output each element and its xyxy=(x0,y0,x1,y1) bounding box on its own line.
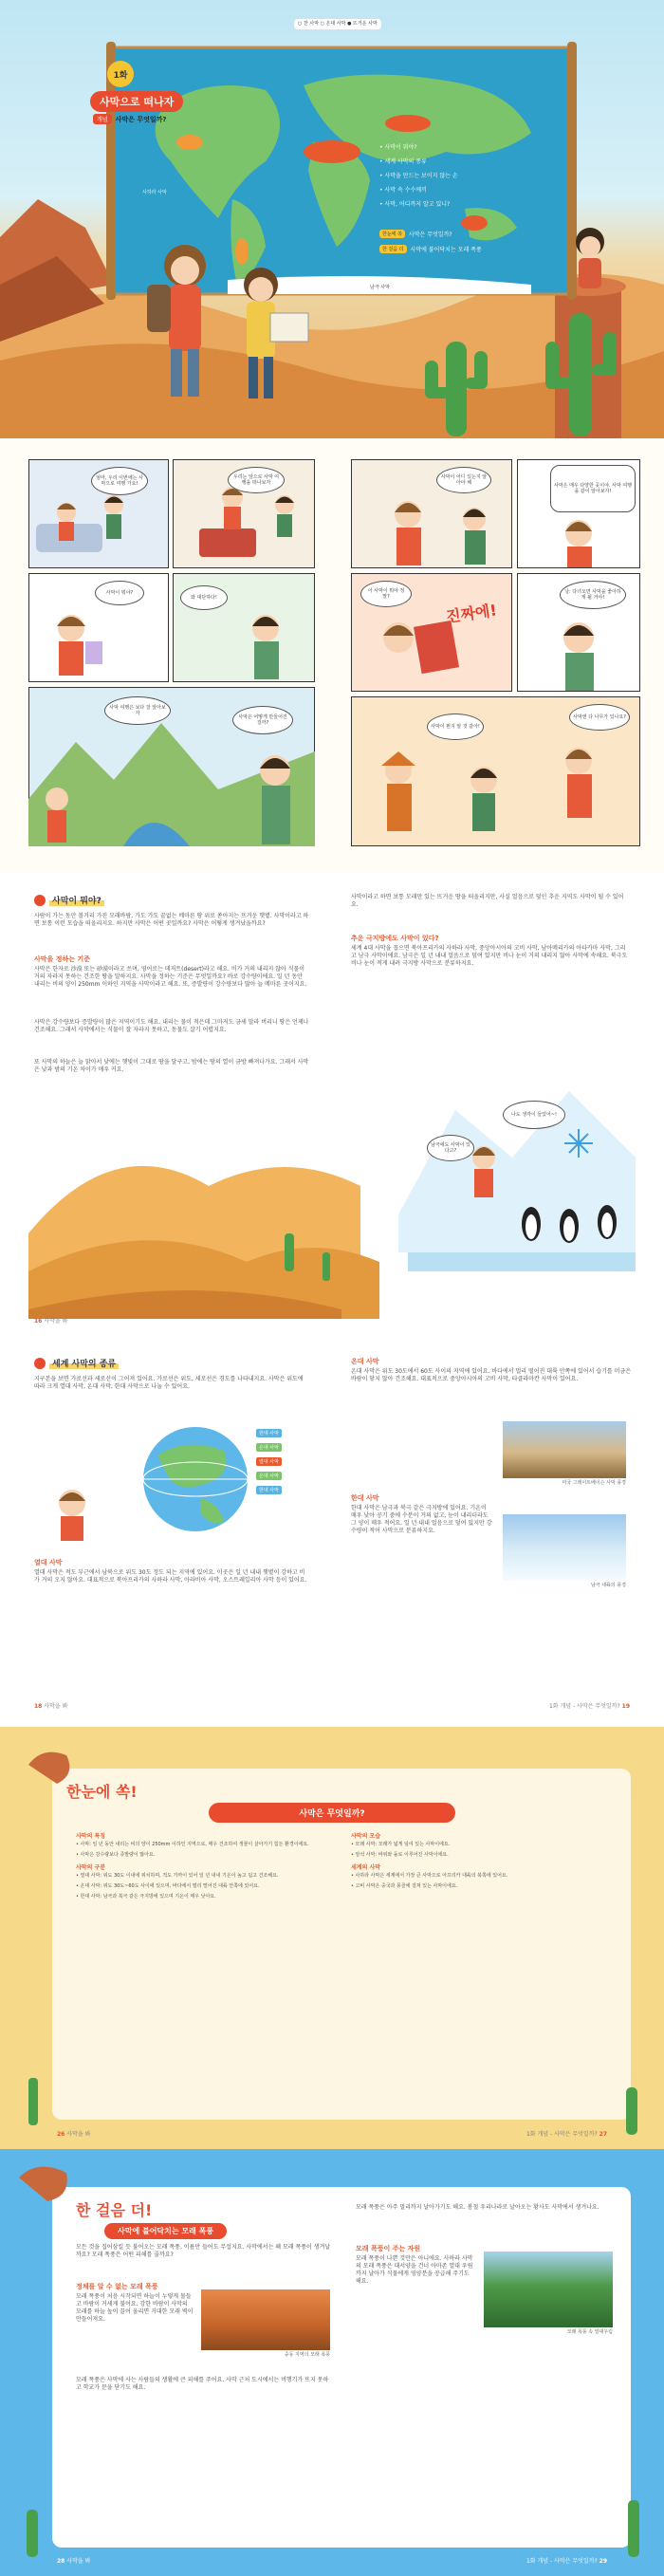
paragraph: 열대 사막은 적도 부근에서 남북으로 위도 30도 정도 되는 지역에 있어요. 이곳은 일 년 내내 햇볕이 강하고 비가 거의 오지 않아요. 대표적으로 북아프리카의 사하라 사막, 아라비아 사막, 오스트레일리아 사막 등이 있어요. xyxy=(34,1569,307,1584)
summary-text: • 온대 사막: 위도 30도~60도 사이에 있으며, 바다에서 멀리 떨어진 대륙 안쪽에 있어요. xyxy=(76,1883,260,1889)
section-dot-icon xyxy=(34,1358,46,1369)
summary-heading: 세계의 사막 xyxy=(351,1864,381,1871)
speech-bubble: 사막이 뭐야? xyxy=(95,581,144,605)
page-number xyxy=(34,1316,67,1325)
speech-bubble: 와 대단하다! xyxy=(180,585,228,610)
speech-bubble: 사막은 어떻게 만들어진 걸까? xyxy=(232,706,293,734)
page-number-value: 27 xyxy=(599,2131,607,2138)
photo-sandstorm xyxy=(201,2289,330,2350)
tag-summary-text: 사막은 무엇일까? xyxy=(408,232,452,238)
summary-column-left xyxy=(76,1831,327,1904)
contents-item: • 사막을 만드는 보이지 않는 손 xyxy=(379,173,458,179)
tag-summary-label: 한눈에 쏙 xyxy=(379,230,405,238)
page-number-value: 28 xyxy=(57,2558,65,2565)
subsection-title: 한대 사막 xyxy=(351,1494,379,1502)
chapter-opener-illustration xyxy=(0,0,664,438)
spread-summary xyxy=(0,1727,664,2149)
subsection-title: 추운 극지방에도 사막이 있다? xyxy=(351,935,439,942)
speech-bubble: 사막이 뭔지 알 것 같아! xyxy=(427,713,484,740)
cactus-icon xyxy=(28,2078,38,2125)
page-number xyxy=(57,2129,90,2138)
page-label: 1화 개념 - 사막은 무엇일까? xyxy=(548,1703,620,1710)
sound-effect-text: 진짜에! xyxy=(445,601,498,626)
contents-item: • 사막, 어디까지 알고 있니? xyxy=(379,201,451,208)
page-label: 1화 개념 - 사막은 무엇일까? xyxy=(526,2558,598,2565)
photo-caption: 미국 그레이트베이슨 사막 풍경 xyxy=(562,1480,626,1486)
page-label: 사막을 봐 xyxy=(66,2558,91,2565)
speech-bubble: 낭: 다녀오면 사막을 좋아하게 될 거야! xyxy=(560,581,626,609)
paragraph: 모래 폭풍은 사막에 사는 사람들의 생활에 큰 피해를 주어요. 사막 근처 도시에서는 비행기가 뜨지 못하고 학교가 문을 닫기도 해요. xyxy=(76,2377,329,2391)
concept-badge xyxy=(93,114,166,124)
summary-text: • 사막은 강수량보다 증발량이 많아요. xyxy=(76,1852,156,1858)
summary-heading: 사막의 특징 xyxy=(76,1833,106,1840)
summary-title: 사막은 무엇일까? xyxy=(209,1803,455,1823)
paragraph: 사막이라고 하면 보통 모래만 있는 뜨거운 땅을 떠올리지만, 사실 얼음으로 덮인 추운 지역도 사막이 될 수 있어요. xyxy=(351,894,624,908)
concept-badge-question: 사막은 무엇일까? xyxy=(115,115,167,123)
section-title-text: 세계 사막의 종류 xyxy=(49,1357,119,1369)
page-label: 사막을 봐 xyxy=(66,2131,91,2138)
photo-caption: 모래 폭풍 속 열대우림 xyxy=(566,2329,613,2335)
spread-chapter-opener xyxy=(0,0,664,438)
paragraph: 모래 폭풍은 아주 멀리까지 날아가기도 해요. 봄철 우리나라로 날아오는 황사도 사막에서 생겨나요. xyxy=(356,2204,599,2211)
summary-text: • 열대 사막: 위도 30도 이내에 위치하며, 적도 가까이 있어 일 년 내내 기온이 높고 덥고 건조해요. xyxy=(76,1873,279,1879)
tag-more-text: 사막에 불어닥치는 모래 폭풍 xyxy=(410,247,482,253)
speech-bubble: 남극에도 사막이 있다고? xyxy=(427,1135,474,1161)
speech-bubble: 나도 생각이 들었어~! xyxy=(503,1101,565,1129)
globe-label: 온대 사막 xyxy=(256,1443,282,1452)
paragraph: 모래 폭풍이 처음 시작되면 하늘이 누렇게 물들고 바람이 거세게 불어요. 강한 바람이 사막의 모래를 하늘 높이 끌어 올리면 거대한 모래 벽이 만들어져요. xyxy=(76,2293,194,2323)
spread-what-is-desert xyxy=(0,873,664,1338)
speech-bubble: 사막이 어디 있는지 알아야 해 xyxy=(436,467,491,493)
page-label: 사막을 봐 xyxy=(44,1318,68,1325)
photo-caption: 남극 대륙의 풍경 xyxy=(591,1583,626,1588)
summary-text: • 모래 사막: 모래가 넓게 덮여 있는 사막이에요. xyxy=(351,1842,451,1847)
summary-banner: 한눈에 쏙! xyxy=(66,1783,138,1801)
chapter-title: 사막으로 떠나자 xyxy=(90,91,183,112)
tag-more-label: 한 걸음 더 xyxy=(379,245,407,253)
contents-item: • 세계 사막의 종류 xyxy=(379,158,427,165)
photo-rainforest xyxy=(484,2252,613,2327)
map-label-antarctica: 남극 사막 xyxy=(370,285,390,290)
page-number xyxy=(34,1701,67,1710)
summary-heading: 사막의 구분 xyxy=(76,1864,106,1871)
desert-antarctic-illustration xyxy=(0,873,664,1338)
speech-bubble: 사막은 매우 다양한 곳이야. 사막 여행을 같이 알아보자! xyxy=(550,465,636,512)
photo-caption: 중동 지역의 모래 폭풍 xyxy=(284,2352,330,2358)
tag-summary xyxy=(379,230,452,238)
section-title xyxy=(34,1357,119,1369)
page-number xyxy=(549,1701,630,1710)
page-number xyxy=(526,2129,607,2138)
paragraph: 지구본을 보면 가로선과 세로선이 그어져 있어요. 가로선은 위도, 세로선은 경도를 나타내지요. 사막은 위도에 따라 크게 열대 사막, 온대 사막, 한대 사막으로 나눌 수 있어요. xyxy=(34,1376,304,1390)
globe-label: 한대 사막 xyxy=(256,1429,282,1437)
tag-more xyxy=(379,245,482,253)
subsection-title: 모래 폭풍이 주는 자원 xyxy=(356,2245,421,2252)
speech-bubble: 사막엔 다 나무가 있나요? xyxy=(569,704,630,731)
paragraph: 사막은 한자로 沙漠 또는 砂漠이라고 쓰며, 영어로는 데저트(desert)라고 해요. 비가 거의 내리지 않아 식물이 거의 자라지 못하는 건조한 땅을 말하지요. 사막을 정하는 기준은 무엇일까요? 바로 강수량이에요. 일 년 동안 내리는 비의 양이 250mm 이하인 지역을 사막이라고 해요. 또, 증발량이 강수량보다 많아 늘 메마른 곳이지요. xyxy=(34,966,307,988)
subsection-title: 열대 사막 xyxy=(34,1559,63,1566)
page-label: 1화 개념 - 사막은 무엇일까? xyxy=(526,2131,598,2138)
page-number-value: 26 xyxy=(57,2131,65,2138)
speech-bubble: 사막 여행은 보다 잘 알아보자 xyxy=(104,696,171,725)
page-number-value: 19 xyxy=(621,1703,630,1710)
spread-desert-types xyxy=(0,1338,664,1727)
contents-item: • 사막이 뭐야? xyxy=(379,144,417,151)
subsection-title: 사막을 정하는 기준 xyxy=(34,955,90,963)
globe-label: 온대 사막 xyxy=(256,1472,282,1480)
cactus-icon xyxy=(27,2510,38,2557)
globe-label: 열대 사막 xyxy=(256,1457,282,1466)
globe-label: 한대 사막 xyxy=(256,1486,282,1494)
summary-text: • 사막: 일 년 동안 내리는 비의 양이 250mm 이하인 지역으로, 매우 건조하여 생물이 살아가기 힘든 환경이에요. xyxy=(76,1842,309,1847)
chapter-number-badge: 1화 xyxy=(107,61,134,87)
paragraph: 온대 사막은 위도 30도에서 60도 사이의 지역에 있어요. 바다에서 멀리 떨어진 대륙 안쪽에 있어서 습기를 머금은 바람이 닿지 않아 건조해요. 대표적으로 중앙아시아의 고비 사막, 타클라마칸 사막이 있어요. xyxy=(351,1368,632,1382)
spread-comic xyxy=(0,438,664,873)
concept-badge-label: 개념 xyxy=(93,114,112,124)
speech-bubble: 엄마, 우리 이번에는 사막으로 여행 가요! xyxy=(91,467,148,495)
spread-one-step-more xyxy=(0,2149,664,2576)
paragraph: 모든 것을 집어삼킬 듯 불어오는 모래 폭풍, 이름만 들어도 무섭지요. 사막에서는 왜 모래 폭풍이 생겨날까요? 모래 폭풍은 어떤 피해를 줄까요? xyxy=(76,2244,331,2258)
paragraph: 세계 4대 사막을 꼽으면 북아프리카의 사하라 사막, 중앙아시아의 고비 사막, 남아메리카의 아타카마 사막, 그리고 남극 사막이에요. 남극은 일 년 내내 얼음으로 덮여 있지만 비나 눈이 거의 내리지 않아 사막에 속해요. 북극도 비나 눈이 적게 내려 극지방 사막으로 분류하지요. xyxy=(351,945,628,967)
page-number-value: 18 xyxy=(34,1703,43,1710)
chapter-contents-list xyxy=(379,142,458,213)
subsection-title: 온대 사막 xyxy=(351,1358,379,1365)
summary-heading: 사막의 모습 xyxy=(351,1833,381,1840)
speech-bubble: 우리는 앞으로 사막 여행을 떠나보자 xyxy=(228,467,285,493)
subsection-title: 정체를 알 수 없는 모래 폭풍 xyxy=(76,2283,158,2290)
section-title-text: 사막이 뭐야? xyxy=(49,894,104,906)
binoculars-girl-illustration xyxy=(576,228,604,288)
summary-column-right xyxy=(351,1831,607,1894)
map-legend: ○ 찬 사막 ○ 온대 사막 ● 뜨거운 사막 xyxy=(294,19,381,29)
page-number xyxy=(57,2556,90,2565)
photo-antarctica xyxy=(503,1514,626,1581)
page-number xyxy=(526,2556,607,2565)
paragraph: 사람이 가는 동안 볼거리 가진 모래바람, 가도 가도 끝없는 메마른 땅 위로 쏟아지는 뜨거운 햇볕. 사막이라고 하면 보통 이런 모습을 떠올리지요. 하지만 사막은 어떤 곳일까요? 사막은 어떻게 생겨났을까요? xyxy=(34,913,309,927)
globe-label-list xyxy=(256,1429,282,1494)
info-banner: 한 걸음 더! xyxy=(76,2201,153,2219)
page-number-value: 16 xyxy=(34,1318,43,1325)
paragraph: 모래 폭풍이 나쁜 것만은 아니에요. 사하라 사막의 모래 폭풍은 대서양을 건너 아마존 열대 우림까지 날아가 식물에게 영양분을 공급해 주기도 해요. xyxy=(356,2255,473,2285)
contents-item: • 사막 속 수수께끼 xyxy=(379,187,427,194)
paragraph: 또 사막의 하늘은 늘 맑아서 낮에는 햇빛이 그대로 땅을 달구고, 밤에는 땅의 열이 금방 빠져나가요. 그래서 사막은 낮과 밤의 기온 차이가 매우 커요. xyxy=(34,1059,309,1073)
summary-text: • 고비 사막은 중국과 몽골에 걸쳐 있는 사막이에요. xyxy=(351,1883,458,1889)
summary-text: • 한대 사막: 남극과 북극 같은 극지방에 있으며 기온이 매우 낮아요. xyxy=(76,1894,216,1900)
paragraph: 사막은 강수량보다 증발량이 많은 지역이기도 해요. 내리는 물이 적은데 그마저도 금세 말라 버리니 땅은 언제나 건조해요. 그래서 사막에서는 식물이 잘 자라지 못하고, 동물도 살기 어렵지요. xyxy=(34,1019,309,1033)
photo-great-basin xyxy=(503,1421,626,1478)
paragraph: 한대 사막은 남극과 북극 같은 극지방에 있어요. 기온이 매우 낮아 공기 중에 수분이 거의 없고, 눈이 내리더라도 그 양이 매우 적어요. 일 년 내내 얼음으로 덮여 있지만 강수량이 적어 사막으로 분류하지요. xyxy=(351,1505,492,1534)
page-number-value: 29 xyxy=(599,2558,607,2565)
summary-text: • 암석 사막: 바위와 돌로 이루어진 사막이에요. xyxy=(351,1852,449,1858)
page-label: 사막을 봐 xyxy=(44,1703,68,1710)
map-label-sahara: 사하라 사막 xyxy=(142,190,167,195)
summary-text: • 사하라 사막은 세계에서 가장 큰 사막으로 아프리카 대륙의 북쪽에 있어요. xyxy=(351,1873,508,1879)
speech-bubble: 이 사막이 뭐야 정말? xyxy=(360,581,412,607)
info-title: 사막에 불어닥치는 모래 폭풍 xyxy=(104,2223,227,2239)
